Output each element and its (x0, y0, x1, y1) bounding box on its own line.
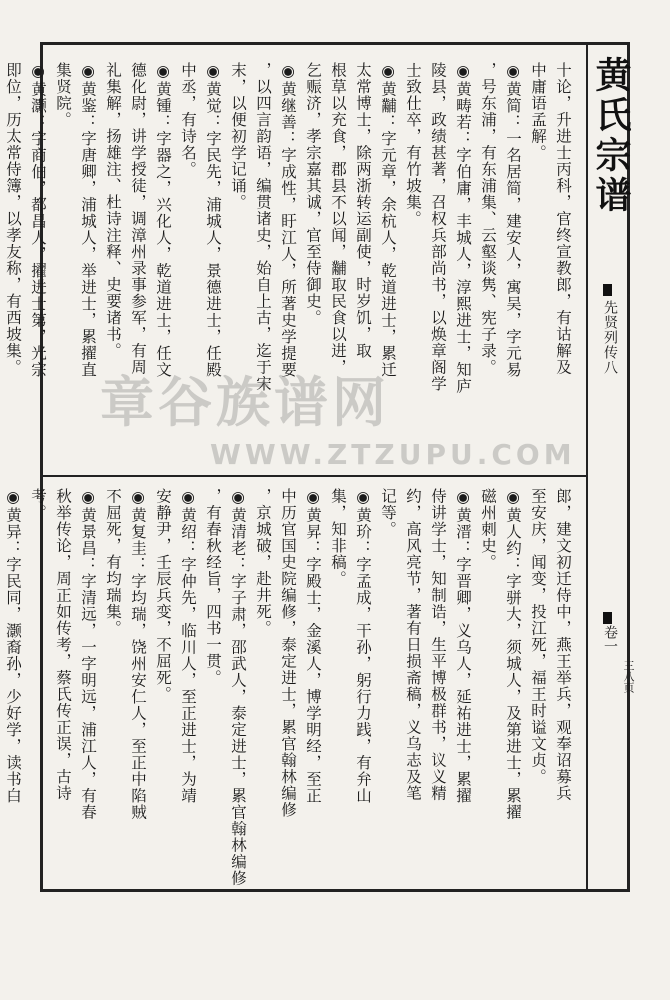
text-column: ◉黄畴若：字伯庸，丰城人，淳熙进士，知庐 (454, 62, 472, 395)
text-column: 士致仕卒，有竹坡集。 (404, 62, 422, 227)
text-column: 集贤院。 (54, 62, 72, 128)
text-column: 考。 (29, 488, 47, 521)
text-column: ◉黄黼：字元章，余杭人，乾道进士，累迁 (379, 62, 397, 378)
juan-marker (603, 612, 612, 624)
text-column: 磁州刺史。 (479, 488, 497, 571)
section-title: 先贤列传八 (602, 300, 618, 375)
text-column: 中庸语孟解。 (529, 62, 547, 161)
text-column: 中丞，有诗名。 (179, 62, 197, 178)
text-column: 侍讲学士，知制诰，生平博极群书，议义精 (429, 488, 447, 802)
book-title: 黄氏宗谱 (590, 56, 632, 216)
text-column: 乞赈济，孝宗嘉其诚，官至侍御史。 (304, 62, 322, 326)
text-column: ◉黄觉：字民先，浦城人，景德进士，任殿 (204, 62, 222, 378)
text-column: ◉黄简：一名居简，建安人，寓吴，字元易 (504, 62, 522, 378)
text-column: ◉黄绍：字仲先，临川人，至正进士，为靖 (179, 488, 197, 804)
volume-label: 卷一 (602, 625, 618, 653)
text-column: ◉黄鉴：字唐卿，浦城人，举进士，累擢直 (79, 62, 97, 378)
section-marker (603, 284, 612, 296)
text-column: 根草以充食，郡县不以闻，黼取民食以进， (329, 62, 347, 376)
section-divider (40, 475, 586, 477)
text-column: 十论，升进士丙科，官终宣教郎，有诂解及 (554, 62, 572, 376)
text-column: ◉黄复圭：字均瑞，饶州安仁人，至正中陷贼 (129, 488, 147, 821)
text-column: ◉黄人约：字骈大，须城人，及第进士，累擢 (504, 488, 522, 821)
text-column: ◉黄溍：字晋卿，义乌人，延祐进士，累擢 (454, 488, 472, 804)
text-column: ◉黄清老：字子肃，邵武人，泰定进士，累官翰林编修 (229, 488, 247, 887)
text-column: ◉黄锺：字器之，兴化人，乾道进士，任文 (154, 62, 172, 378)
text-column: ，号东浦，有东浦集、云壑谈隽、宪子录。 (479, 62, 497, 376)
text-column: ◉黄继善：字成性，盱江人，所著史学提要 (279, 62, 297, 378)
text-column: 德化尉，讲学授徒，调漳州录事参军，有周 (129, 62, 147, 376)
page-number: 三八页 (622, 660, 635, 693)
text-column: 太常博士，除两浙转运副使，时岁饥，取 (354, 62, 372, 359)
text-column: 秋举传论，周正如传考，蔡氏传正误，古诗 (54, 488, 72, 802)
text-column: ◉黄异：字民同，灏裔孙，少好学，读书白 (4, 488, 22, 804)
text-column: 集，知非稿。 (329, 488, 347, 587)
text-column: 约，高风亮节，著有日损斋稿，义乌志及笔 (404, 488, 422, 802)
text-column: 安静尹，壬辰兵变，不屈死。 (154, 488, 172, 703)
text-column: 不屈死，有均瑞集。 (104, 488, 122, 637)
biography-lower-block (4, 488, 575, 887)
text-column: ，以四言韵语，编贯诸史，始自上古，迄于宋 (254, 62, 272, 392)
text-column: 至安庆，闻变，投江死，福王时谥文贞。 (529, 488, 547, 785)
text-column: ◉黄灏：字商伯，都昌人，擢进士第，光宗 (29, 62, 47, 378)
text-column: 中历官国史院编修，泰定进士，累官翰林编修 (279, 488, 297, 818)
text-column: ◉黄景昌：字清远，一字明远，浦江人，有春 (79, 488, 97, 821)
text-column: 礼集解，扬雄注、杜诗注释、史要诸书。 (104, 62, 122, 359)
watermark-url: WWW.ZTZUPU.COM (210, 438, 576, 471)
text-column: ，京城破，赴井死。 (254, 488, 272, 637)
watermark-text: 章谷族谱网 (100, 371, 390, 434)
text-column: ，有春秋经旨，四书一贯。 (204, 488, 222, 686)
text-column: ◉黄昇：字殿士，金溪人，博学明经，至正 (304, 488, 322, 804)
text-column: ◉黄玠：字孟成，干孙，躬行力践，有弁山 (354, 488, 372, 804)
text-column: 记等。 (379, 488, 397, 538)
text-column: 即位，历太常侍簿，以孝友称，有西坡集。 (4, 62, 22, 376)
text-column: 末，以便初学记诵。 (229, 62, 247, 211)
text-column: 郎，建文初迁侍中，燕王举兵，观奉诏募兵 (554, 488, 572, 802)
text-column: 陵县，政绩甚著，召权兵部尚书，以焕章阁学 (429, 62, 447, 392)
